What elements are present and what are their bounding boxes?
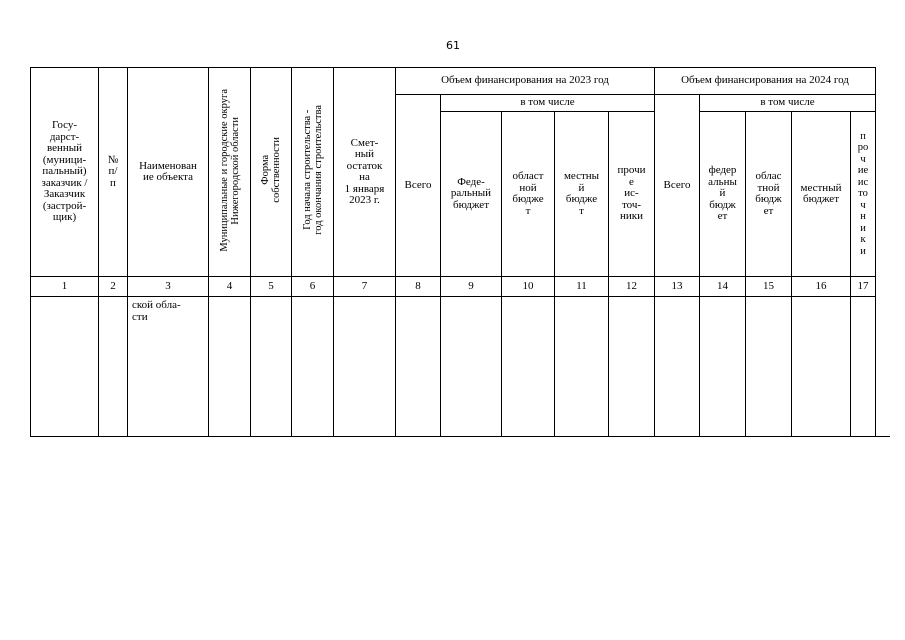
header-regional-2024: облас тной бюдж ет: [746, 112, 792, 277]
header-fin-2023: Объем финансирования на 2023 год: [396, 68, 655, 95]
header-estimate: Смет- ный остаток на 1 января 2023 г.: [334, 68, 396, 277]
header-federal-2023: Феде- ральный бюджет: [441, 112, 502, 277]
header-local-2024: местный бюджет: [792, 112, 851, 277]
col-num: 12: [609, 277, 655, 297]
header-incl-2023: в том числе: [441, 95, 655, 112]
col-num: 16: [792, 277, 851, 297]
header-total-2023: Всего: [396, 95, 441, 277]
table-row: [31, 297, 890, 437]
header-fin-2024: Объем финансирования на 2024 год: [655, 68, 876, 95]
col-num: 7: [334, 277, 396, 297]
header-regional-2023: област ной бюдже т: [502, 112, 555, 277]
cell-ownership: [251, 297, 292, 437]
column-numbers-row: [31, 277, 890, 297]
cell-estimate: [334, 297, 396, 437]
header-federal-2024: федер альны й бюдж ет: [700, 112, 746, 277]
cell-total-2023: [396, 297, 441, 437]
financing-table: [30, 67, 890, 437]
col-num: 15: [746, 277, 792, 297]
col-num: 17: [851, 277, 876, 297]
cell-regional-2023: [502, 297, 555, 437]
cell-federal-2024: [700, 297, 746, 437]
header-other-2023: прочи е ис- точ- ники: [609, 112, 655, 277]
cell-total-2024: [655, 297, 700, 437]
col-num: 8: [396, 277, 441, 297]
header-total-2024: Всего: [655, 95, 700, 277]
col-num: 9: [441, 277, 502, 297]
header-object-name: Наименован ие объекта: [128, 68, 209, 277]
col-num: 10: [502, 277, 555, 297]
cell-municipal: [209, 297, 251, 437]
col-num: 13: [655, 277, 700, 297]
header-municipal: Муниципальные и городские округа Нижегородской области: [209, 68, 251, 277]
blank-margin: [876, 68, 890, 297]
col-num: 6: [292, 277, 334, 297]
cell-local-2023: [555, 297, 609, 437]
header-years: Год начала строительства - год окончания строительства: [292, 68, 334, 277]
cell-customer: [31, 297, 99, 437]
col-num: 11: [555, 277, 609, 297]
cell-number: [99, 297, 128, 437]
cell-other-2024: [851, 297, 876, 437]
col-num: 5: [251, 277, 292, 297]
col-num: 4: [209, 277, 251, 297]
cell-extra: [876, 297, 890, 437]
col-num: 3: [128, 277, 209, 297]
cell-local-2024: [792, 297, 851, 437]
cell-object-name: ской обла- сти: [128, 297, 209, 437]
cell-other-2023: [609, 297, 655, 437]
cell-federal-2023: [441, 297, 502, 437]
header-incl-2024: в том числе: [700, 95, 876, 112]
header-ownership: Форма собственности: [251, 68, 292, 277]
col-num: 1: [31, 277, 99, 297]
col-num: 2: [99, 277, 128, 297]
cell-regional-2024: [746, 297, 792, 437]
header-other-2024: п ро ч ие ис то ч н и к и: [851, 112, 876, 277]
col-num: 14: [700, 277, 746, 297]
header-local-2023: местны й бюдже т: [555, 112, 609, 277]
page-number: 61: [446, 39, 460, 52]
header-number: № п/ п: [99, 68, 128, 277]
header-customer: Госу- дарст- венный (муници- пальный) заказчик / Заказчик (застрой- щик): [31, 68, 99, 277]
cell-years: [292, 297, 334, 437]
